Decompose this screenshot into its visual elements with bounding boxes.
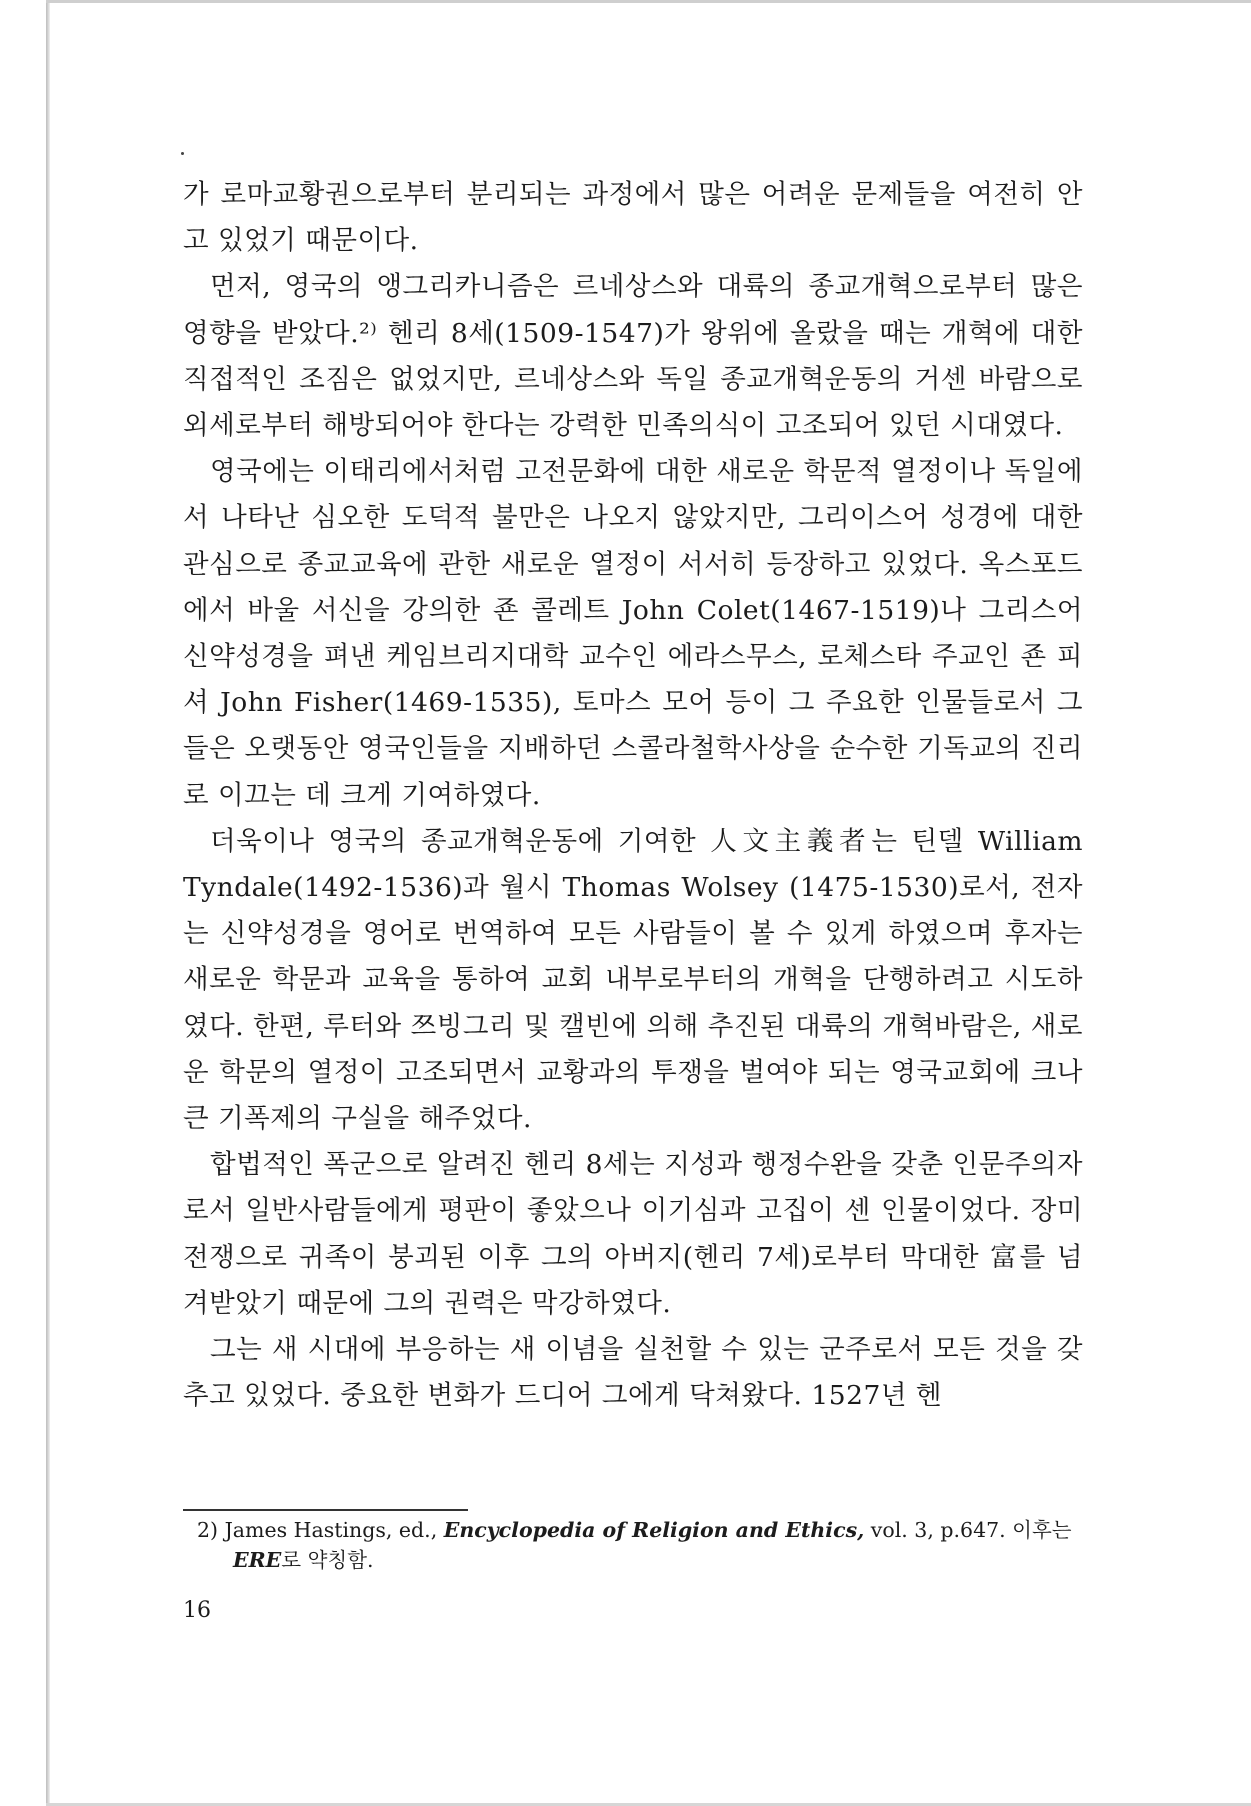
footnote-abbreviation: ERE — [233, 1548, 282, 1572]
page-number: 16 — [183, 1598, 211, 1623]
footnote-text: James Hastings, ed., — [224, 1518, 438, 1542]
paragraph: 그는 새 시대에 부응하는 새 이념을 실천할 수 있는 군주로서 모든 것을 갖추고 있었다. 중요한 변화가 드디어 그에게 닥쳐왔다. 1527년 헨 — [183, 1334, 1083, 1412]
footnote-text: 로 약칭함. — [281, 1548, 374, 1572]
paragraph: 더욱이나 영국의 종교개혁운동에 기여한 人文主義者는 틴델 William Tyndale(1492-1536)과 월시 Thomas Wolsey (1475-1530)로서, 전자는 신약성경을 영어로 번역하여 모든 사람들이 볼 수 있게 하였으며 후자는 새로운 학문과 교육을 통하여 교회 내부로부터의 개혁을 단행하려고 시도하였다. 한편, 루터와 쯔빙그리 및 캘빈에 의해 추진된 대륙의 개혁바람은, 새로운 학문의 열정이 고조되면서 교황과의 투쟁을 벌여야 되는 영국교회에 크나큰 기폭제의 구실을 해주었다. — [183, 825, 1083, 1135]
paragraph: 영국에는 이태리에서처럼 고전문화에 대한 새로운 학문적 열정이나 독일에서 나타난 심오한 도덕적 불만은 나오지 않았지만, 그리이스어 성경에 대한 관심으로 종교교육에 관한 새로운 열정이 서서히 등장하고 있었다. 옥스포드에서 바울 서신을 강의한 죤 콜레트 John Colet(1467-1519)나 그리스어 신약성경을 펴낸 케임브리지대학 교수인 에라스무스, 로체스타 주교인 죤 피셔 John Fisher(1469-1535), 토마스 모어 등이 그 주요한 인물들로서 그들은 오랫동안 영국인들을 지배하던 스콜라철학사상을 순수한 기독교의 진리로 이끄는 데 크게 기여하였다. — [183, 456, 1083, 811]
footnote-text: vol. 3, p.647. 이후는 — [870, 1518, 1072, 1542]
footnote-marker: 2) — [197, 1518, 219, 1542]
page-edge-top — [46, 0, 1251, 3]
body-text — [183, 172, 1083, 1419]
paragraph: 합법적인 폭군으로 알려진 헨리 8세는 지성과 행정수완을 갖춘 인문주의자로서 일반사람들에게 평판이 좋았으나 이기심과 고집이 센 인물이었다. 장미전쟁으로 귀족이 붕괴된 이후 그의 아버지(헨리 7세)로부터 막대한 富를 넘겨받았기 때문에 그의 권력은 막강하였다. — [183, 1149, 1083, 1319]
margin-mark — [181, 152, 184, 155]
page-edge-left — [46, 0, 50, 1806]
paragraph: 먼저, 영국의 앵그리카니즘은 르네상스와 대륙의 종교개혁으로부터 많은 영향을 받았다.²⁾ 헨리 8세(1509-1547)가 왕위에 올랐을 때는 개혁에 대한 직접적인 조짐은 없었지만, 르네상스와 독일 종교개혁운동의 거센 바람으로 외세로부터 해방되어야 한다는 강력한 민족의식이 고조되어 있던 시대였다. — [183, 271, 1083, 442]
paragraph: 가 로마교황권으로부터 분리되는 과정에서 많은 어려운 문제들을 여전히 안고 있었기 때문이다. — [183, 179, 1083, 257]
footnote — [197, 1515, 1121, 1575]
footnote-title: Encyclopedia of Religion and Ethics, — [443, 1518, 865, 1542]
footnote-rule — [183, 1509, 468, 1511]
